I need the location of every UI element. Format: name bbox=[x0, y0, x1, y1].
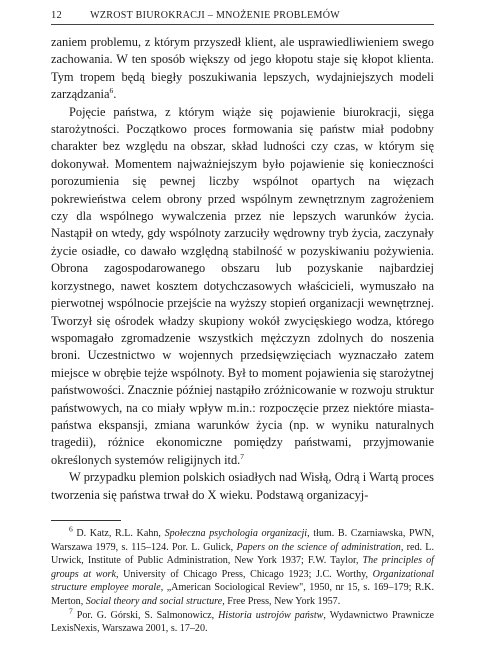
paragraph-polish-tribes: W przypadku plemion polskich osiadłych nad Wisłą, Odrą i Wartą proces tworzenia się państwa trwał do X wieku. Podstawą organizacyj- bbox=[51, 470, 434, 502]
running-header bbox=[51, 9, 434, 25]
footnote-ref-6: 6 bbox=[109, 86, 114, 96]
main-text bbox=[51, 34, 434, 504]
page-number: 12 bbox=[51, 10, 63, 21]
footnotes bbox=[51, 524, 434, 636]
footnote-7: $^7$ Por. G. Górski, S. Salmonowicz, Historia ustrojów państw, Wydawnictwo Prawnicze LexisNexis, Warszawa 2001, s. 17–20. bbox=[51, 606, 434, 635]
paragraph-state-origins: Pojęcie państwa, z którym wiąże się pojawienie biurokracji, sięga starożytności. Początkowo proces formowania się państw miał podobny charakter bez względu na obszar, skład ludności czy czas, w którym się dokonywał. Momentem najważniejszym było pojawienie się konieczności porozumienia się pewnej liczby wspólnot opartych na więzach pokrewieństwa celem obrony przed wspólnym zewnętrznym zagrożeniem czy dla wspólnego wywalczenia przez nie lepszych warunków życia. Nastąpił on wtedy, gdy wspólnoty zarzuciły wędrowny tryb życia, zaczynały życie osiadłe, co dawało względną stabilność w pozyskiwaniu pożywienia. Obrona zagospodarowanego obszaru lub pozyskanie najbardziej korzystnego, nawet kosztem dotychczasowych właścicieli, wymuszało na pierwotnej wspólnocie przejście na wyższy stopień organizacji wewnętrznej. Tworzył się ośrodek władzy skupiony wokół zwycięskiego wodza, którego wspomagało zgromadzenie wszystkich mężczyzn zdolnych do noszenia broni. Uczestnictwo w wojennych przedsięwzięciach wyznaczało zatem miejsce w obrębie tejże wspólnoty. Był to moment pojawienia się starożytnej państwowości. Znacznie później nastąpiło zróżnicowanie w rozwoju struktur państwowych, na co miały wpływ m.in.: rozpoczęcie przez niektóre miasta-państwa ekspansji, zmiana warunków życia (np. w wyniku naturalnych tragedii), różnice ekonomiczne pomiędzy państwami, przyjmowanie określonych systemów religijnych itd.$^7$ bbox=[51, 104, 434, 467]
footnote-6: $^6$ D. Katz, R.L. Kahn, Społeczna psychologia organizacji, tłum. B. Czarniawska, PWN, Warszawa 1979, s. 115–124. Por. L. Gulick, Papers on the science of administration, red. L. Urwick, Institute of Public Administration, New York 1937; F.W. Taylor, The principles of groups at work, University of Chicago Press, Chicago 1923; J.C. Worthy, Organizational structure employee morale, „American Sociological Review", 1950, nr 15, s. 169–179; R.K. Merton, Social theory and social structure, Free Press, New York 1957. bbox=[51, 524, 434, 607]
running-title: WZROST BIUROKRACJI – MNOŻENIE PROBLEMÓW bbox=[90, 10, 340, 21]
footnote-ref-7: 7 bbox=[240, 451, 245, 461]
footnote-separator bbox=[51, 520, 121, 521]
paragraph-continued: zaniem problemu, z którym przyszedł klient, ale usprawiedliwieniem swego zachowania. W ten sposób większy od jego kłopotu staje się kłopot klienta. Tym tropem będą biegły poszukiwania lepszych, wydajniejszych modeli zarządzania$^6$. bbox=[51, 35, 434, 102]
